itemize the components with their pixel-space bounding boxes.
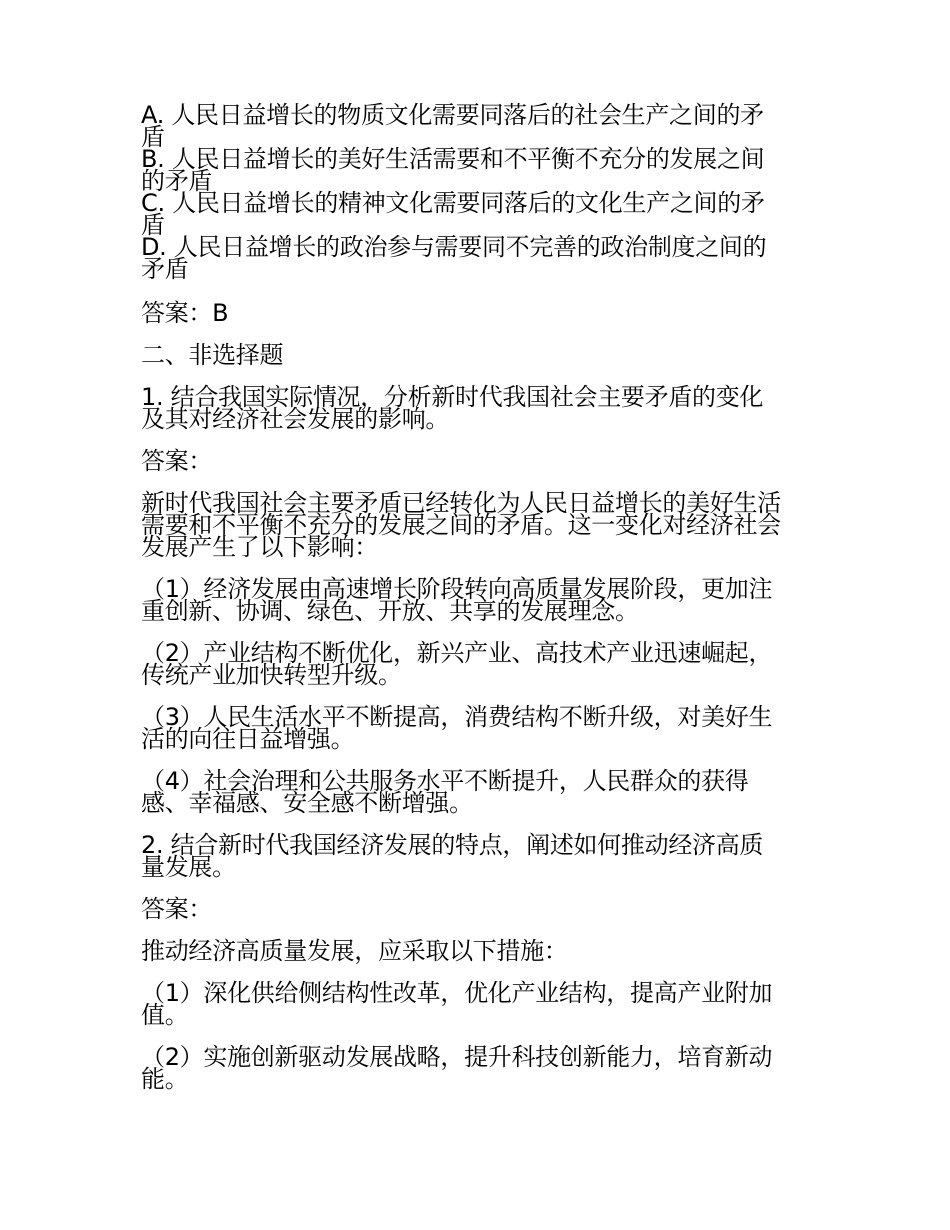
- option-b-line-1: B. 人民日益增长的美好生活需要和不平衡不充分的发展之间: [141, 145, 765, 173]
- question-1-intro: [141, 489, 813, 561]
- option-a-line-1: A. 人民日益增长的物质文化需要同落后的社会生产之间的矛: [141, 101, 764, 129]
- document-content: [141, 101, 813, 1110]
- question-2-answer-label-text: 答案：: [141, 895, 213, 923]
- question-1-intro-line-3: 发展产生了以下影响：: [141, 533, 378, 561]
- question-2-point-2: [141, 1043, 813, 1093]
- question-2-point-1-line-1: （1）深化供给侧结构性改革，优化产业结构，提高产业附加: [141, 979, 773, 1007]
- question-1-point-1-line-2: 重创新、协调、绿色、开放、共享的发展理念。: [141, 597, 639, 625]
- answer-1: [141, 299, 813, 327]
- question-1-point-3-line-1: （3）人民生活水平不断提高，消费结构不断升级，对美好生: [141, 703, 773, 731]
- question-2: [141, 831, 813, 881]
- option-a-line-2: 盾: [141, 123, 165, 151]
- question-1-point-4-line-1: （4）社会治理和公共服务水平不断提升，人民群众的获得: [141, 767, 749, 795]
- question-1-intro-line-2: 需要和不平衡不充分的发展之间的矛盾。这一变化对经济社会: [141, 511, 781, 539]
- question-1-point-2-line-2: 传统产业加快转型升级。: [141, 661, 402, 689]
- question-2-point-1-line-2: 值。: [141, 1001, 189, 1029]
- question-1-line-2: 及其对经济社会发展的影响。: [141, 405, 450, 433]
- option-c-line-2: 盾: [141, 211, 165, 239]
- question-1-point-1: [141, 575, 813, 625]
- answer-1-text: 答案：B: [141, 299, 229, 327]
- question-2-intro: [141, 937, 813, 965]
- question-2-line-1: 2. 结合新时代我国经济发展的特点，阐述如何推动经济高质: [141, 831, 764, 859]
- question-2-answer-label: [141, 895, 813, 923]
- question-1-point-2: [141, 639, 813, 689]
- question-1-line-1: 1. 结合我国实际情况，分析新时代我国社会主要矛盾的变化: [141, 383, 764, 411]
- question-2-point-2-line-1: （2）实施创新驱动发展战略，提升科技创新能力，培育新动: [141, 1043, 773, 1071]
- question-1-intro-line-1: 新时代我国社会主要矛盾已经转化为人民日益增长的美好生活: [141, 489, 781, 517]
- answer-options: [141, 101, 813, 283]
- option-d-line-2: 矛盾: [141, 255, 189, 283]
- question-1-answer-label: [141, 447, 813, 475]
- question-2-intro-text: 推动经济高质量发展，应采取以下措施：: [141, 937, 568, 965]
- option-d-line-1: D. 人民日益增长的政治参与需要同不完善的政治制度之间的: [141, 233, 767, 261]
- question-2-point-1: [141, 979, 813, 1029]
- question-1-point-2-line-1: （2）产业结构不断优化，新兴产业、高技术产业迅速崛起，: [141, 639, 773, 667]
- section-2-heading-text: 二、非选择题: [141, 341, 284, 369]
- question-1-point-1-line-1: （1）经济发展由高速增长阶段转向高质量发展阶段，更加注: [141, 575, 773, 603]
- question-2-line-2: 量发展。: [141, 853, 236, 881]
- question-1: [141, 383, 813, 433]
- question-1-answer-label-text: 答案：: [141, 447, 213, 475]
- question-1-point-4: [141, 767, 813, 817]
- option-c-line-1: C. 人民日益增长的精神文化需要同落后的文化生产之间的矛: [141, 189, 765, 217]
- section-2-heading: [141, 341, 813, 369]
- question-1-point-3: [141, 703, 813, 753]
- option-b-line-2: 的矛盾: [141, 167, 213, 195]
- question-1-point-4-line-2: 感、幸福感、安全感不断增强。: [141, 789, 473, 817]
- question-2-point-2-line-2: 能。: [141, 1065, 189, 1093]
- question-1-point-3-line-2: 活的向往日益增强。: [141, 725, 355, 753]
